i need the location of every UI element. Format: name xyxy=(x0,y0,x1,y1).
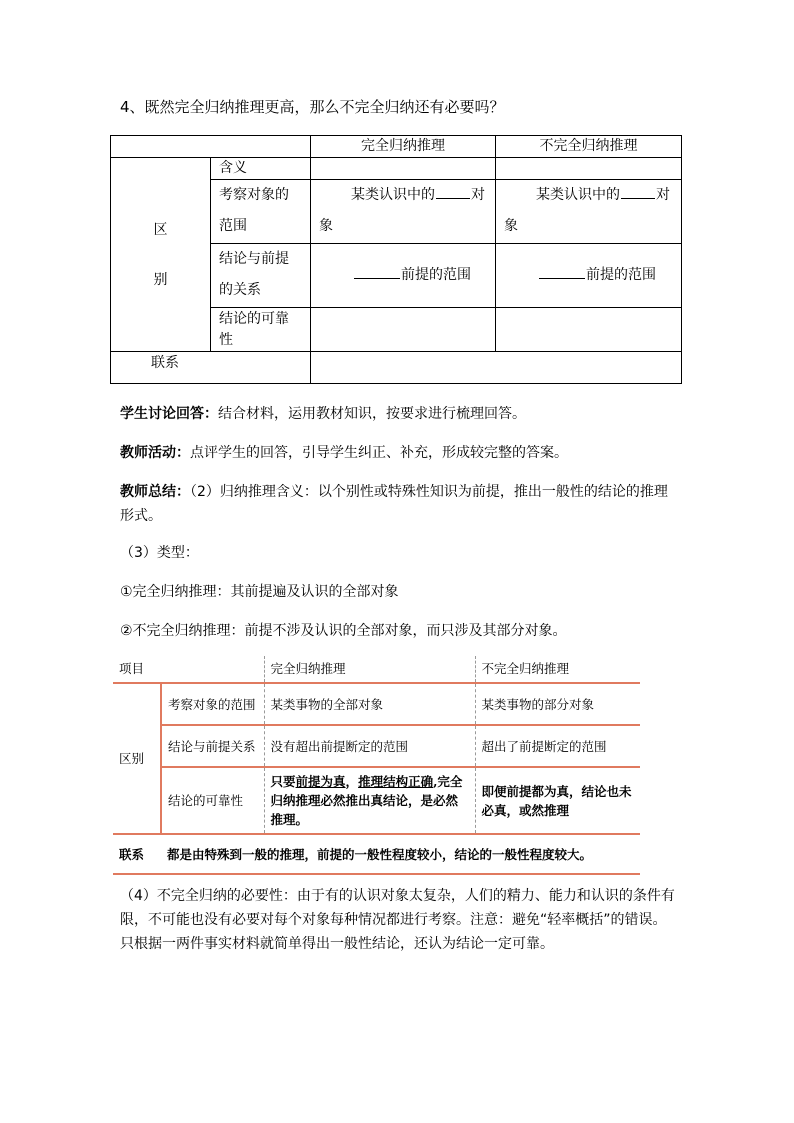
row-reliability-label: 结论的可靠性 xyxy=(211,308,311,352)
header-incomplete: 不完全归纳推理 xyxy=(496,136,682,158)
group-char-2: 别 xyxy=(153,271,168,288)
t2-r1-label: 考察对象的范围 xyxy=(161,683,264,725)
scope-complete-cell[interactable] xyxy=(311,180,496,244)
type-complete: ①完全归纳推理：其前提遍及认识的全部对象 xyxy=(120,584,399,600)
teacher-summary-text: （2）归纳推理含义：以个别性或特殊性知识为前提，推出一般性的结论的推理形式。 xyxy=(120,484,668,524)
scope-suffix: 对 xyxy=(471,187,485,203)
teacher-summary xyxy=(120,480,680,528)
reliability-incomplete-cell[interactable] xyxy=(496,308,682,352)
type-incomplete: ②不完全归纳推理：前提不涉及认识的全部对象，而只涉及其部分对象。 xyxy=(120,623,567,639)
student-label: 学生讨论回答： xyxy=(120,406,218,422)
blank-line xyxy=(354,277,400,279)
t2-r3-complete: 只要前提为真，推理结构正确,完全归纳推理必然推出真结论，是必然推理。 xyxy=(264,767,475,834)
teacher-activity xyxy=(120,441,680,465)
necessity-paragraph: （4）不完全归纳的必要性：由于有的认识对象太复杂，人们的精力、能力和认识的条件有限，不可能也没有必要对每个对象每种情况都进行考察。注意：避免“轻率概括”的错误。只根据一两件事实材料就简单得出一般性结论，还认为结论一定可靠。 xyxy=(120,888,675,952)
blank-line xyxy=(621,197,655,199)
scope-prefix: 某类认识中的 xyxy=(351,187,435,203)
t2-difference-label: 区别 xyxy=(119,751,145,766)
question-title: 4、既然完全归纳推理更高，那么不完全归纳还有必要吗？ xyxy=(120,98,505,116)
student-discussion xyxy=(120,402,680,426)
t2-header-item: 项目 xyxy=(113,656,264,683)
meaning-complete-cell[interactable] xyxy=(311,158,496,180)
comparison-table-answer xyxy=(113,656,640,875)
header-complete: 完全归纳推理 xyxy=(311,136,496,158)
t2-r3-label: 结论的可靠性 xyxy=(161,767,264,834)
comparison-table-blank xyxy=(110,135,682,384)
t2-header-incomplete: 不完全归纳推理 xyxy=(475,656,640,683)
group-difference xyxy=(111,158,211,352)
t2-header-complete: 完全归纳推理 xyxy=(264,656,475,683)
student-text: 结合材料，运用教材知识，按要求进行梳理回答。 xyxy=(218,406,526,422)
meaning-incomplete-cell[interactable] xyxy=(496,158,682,180)
scope-suffix: 对 xyxy=(656,187,670,203)
t2-link-label: 联系 xyxy=(113,834,161,874)
t2-r2-incomplete: 超出了前提断定的范围 xyxy=(475,725,640,767)
t2-r3-incomplete: 即便前提都为真，结论也未必真，或然推理 xyxy=(475,767,640,834)
teacher-activity-label: 教师活动： xyxy=(120,445,190,461)
group-char-1: 区 xyxy=(153,221,168,238)
blank-line xyxy=(436,197,470,199)
blank-line xyxy=(539,277,585,279)
scope-prefix: 某类认识中的 xyxy=(536,187,620,203)
scope-incomplete-cell[interactable] xyxy=(496,180,682,244)
row-scope-label: 考察对象的范围 xyxy=(211,180,311,244)
row-meaning-label: 含义 xyxy=(211,158,311,180)
row-link-label: 联系 xyxy=(111,352,311,384)
scope-cont: 象 xyxy=(504,218,518,234)
corner-cell xyxy=(111,136,311,158)
scope-cont: 象 xyxy=(319,218,333,234)
reliability-complete-cell[interactable] xyxy=(311,308,496,352)
relation-text: 前提的范围 xyxy=(586,267,656,283)
relation-complete-cell[interactable] xyxy=(311,244,496,308)
t2-r1-incomplete: 某类事物的部分对象 xyxy=(475,683,640,725)
t2-r1-complete: 某类事物的全部对象 xyxy=(264,683,475,725)
types-title: （3）类型： xyxy=(120,545,199,561)
link-cell[interactable] xyxy=(311,352,682,384)
t2-link-text: 都是由特殊到一般的推理，前提的一般性程度较小，结论的一般性程度较大。 xyxy=(161,834,640,874)
row-relation-label: 结论与前提的关系 xyxy=(211,244,311,308)
teacher-activity-text: 点评学生的回答，引导学生纠正、补充，形成较完整的答案。 xyxy=(190,445,568,461)
relation-text: 前提的范围 xyxy=(401,267,471,283)
teacher-summary-label: 教师总结： xyxy=(120,484,190,500)
relation-incomplete-cell[interactable] xyxy=(496,244,682,308)
t2-r2-complete: 没有超出前提断定的范围 xyxy=(264,725,475,767)
t2-r2-label: 结论与前提关系 xyxy=(161,725,264,767)
